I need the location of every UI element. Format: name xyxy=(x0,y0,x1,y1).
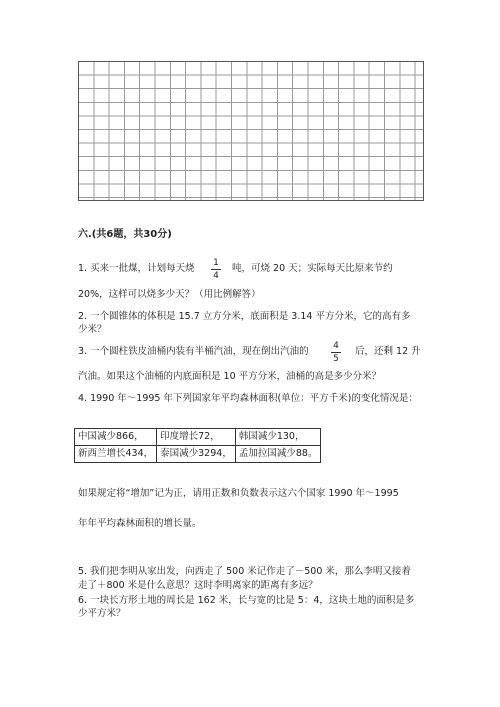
q4-text-after2: 年年平均森林面积的增长量。 xyxy=(78,518,202,529)
table-cell: 新西兰增长434， xyxy=(75,446,157,463)
table-cell: 韩国减少130， xyxy=(235,429,321,446)
q1-text-a: 1. 买来一批煤，计划每天烧 xyxy=(78,263,195,274)
q1-fraction-numerator: 1 xyxy=(211,258,221,270)
q6-text-line1: 6. 一块长方形土地的周长是 162 米，长与宽的比是 5：4，这块土地的面积是多 xyxy=(78,595,415,606)
q3-text-a: 3. 一个圆柱铁皮油桶内装有半桶汽油，现在倒出汽油的 xyxy=(78,346,309,357)
q1-text-line2: 20%，这样可以烧多少天？（用比例解答） xyxy=(78,289,261,300)
forest-area-table xyxy=(74,428,321,463)
q6-text-line2: 少平方米？ xyxy=(78,608,126,619)
table-row xyxy=(75,429,321,446)
section-title: 六.(共6题，共30分) xyxy=(78,229,172,240)
q5-text-line1: 5. 我们把李明从家出发，向西走了 500 米记作走了－500 米，那么李明又接着 xyxy=(78,566,411,577)
q2-text-line2: 少米？ xyxy=(78,324,107,335)
q1-fraction xyxy=(211,258,221,281)
q3-text-b: 后，还剩 12 升 xyxy=(355,346,421,357)
table-row xyxy=(75,446,321,463)
q3-fraction-numerator: 4 xyxy=(331,341,341,353)
q2-text-line1: 2. 一个圆锥体的体积是 15.7 立方分米，底面积是 3.14 平方分米，它的高有多 xyxy=(78,311,411,322)
q3-fraction xyxy=(331,341,341,364)
answer-grid xyxy=(78,61,424,201)
q3-text-line2: 汽油。如果这个油桶的内底面积是 10 平方分米，油桶的高是多少分米？ xyxy=(78,371,382,382)
q4-text-line1: 4. 1990 年～1995 年下列国家年平均森林面积(单位：平方千米)的变化情况是： xyxy=(78,393,418,404)
q1-fraction-denominator: 4 xyxy=(213,271,219,281)
table-cell: 孟加拉国减少88。 xyxy=(235,446,321,463)
q5-text-line2: 走了＋800 米是什么意思？这时李明离家的距离有多远？ xyxy=(78,580,318,591)
table-cell: 泰国减少3294， xyxy=(157,446,236,463)
q4-text-after1: 如果规定将“增加”记为正，请用正数和负数表示这六个国家 1990 年～1995 xyxy=(78,488,399,499)
q3-fraction-denominator: 5 xyxy=(333,354,339,364)
table-cell: 中国减少866， xyxy=(75,429,157,446)
q1-text-b: 吨，可烧 20 天；实际每天比原来节约 xyxy=(232,263,393,274)
table-cell: 印度增长72， xyxy=(157,429,236,446)
